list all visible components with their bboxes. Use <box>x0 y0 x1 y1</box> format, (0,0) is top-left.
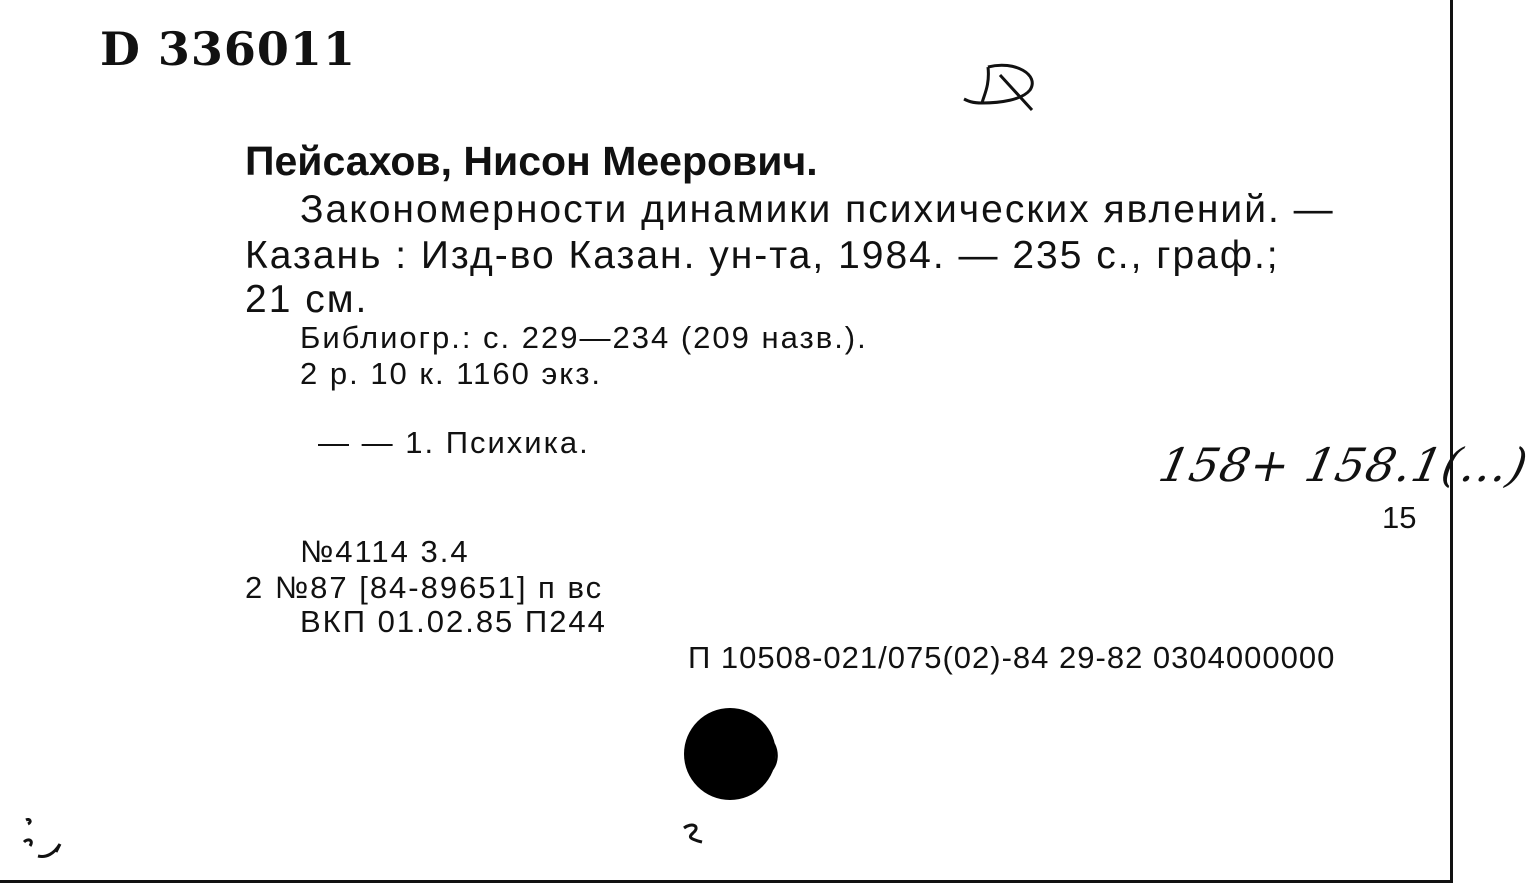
catalog-number-2: 2 №87 [84-89651] п вс <box>245 570 604 605</box>
bibliography-note: Библиогр.: с. 229—234 (209 назв.). <box>300 320 868 355</box>
stray-mark-bottom-left <box>20 812 80 867</box>
punch-hole <box>682 704 782 806</box>
classification-number: 15 <box>1382 500 1417 535</box>
index-line: П 10508-021/075(02)-84 29-82 0304000000 <box>688 640 1336 675</box>
subject-heading: — — 1. Психика. <box>318 425 590 460</box>
handwritten-classification: 158+ 158.1(...) <box>1154 438 1533 492</box>
catalog-number-1: №4114 3.4 <box>300 534 470 569</box>
price-and-copies: 2 р. 10 к. 1160 экз. <box>300 356 603 391</box>
handwritten-initial-mark <box>960 55 1050 115</box>
stray-mark-bottom-center <box>678 818 718 853</box>
title-line-1: Закономерности динамики психических явлений. — <box>300 188 1335 231</box>
author-heading: Пейсахов, Нисон Меерович. <box>245 138 818 184</box>
title-line-2: Казань : Изд-во Казан. ун-та, 1984. — 235 с., граф.; <box>245 234 1280 277</box>
title-line-3: 21 см. <box>245 278 369 321</box>
catalog-number-3: ВКП 01.02.85 П244 <box>300 604 607 639</box>
shelf-mark: D 336011 <box>100 22 356 76</box>
